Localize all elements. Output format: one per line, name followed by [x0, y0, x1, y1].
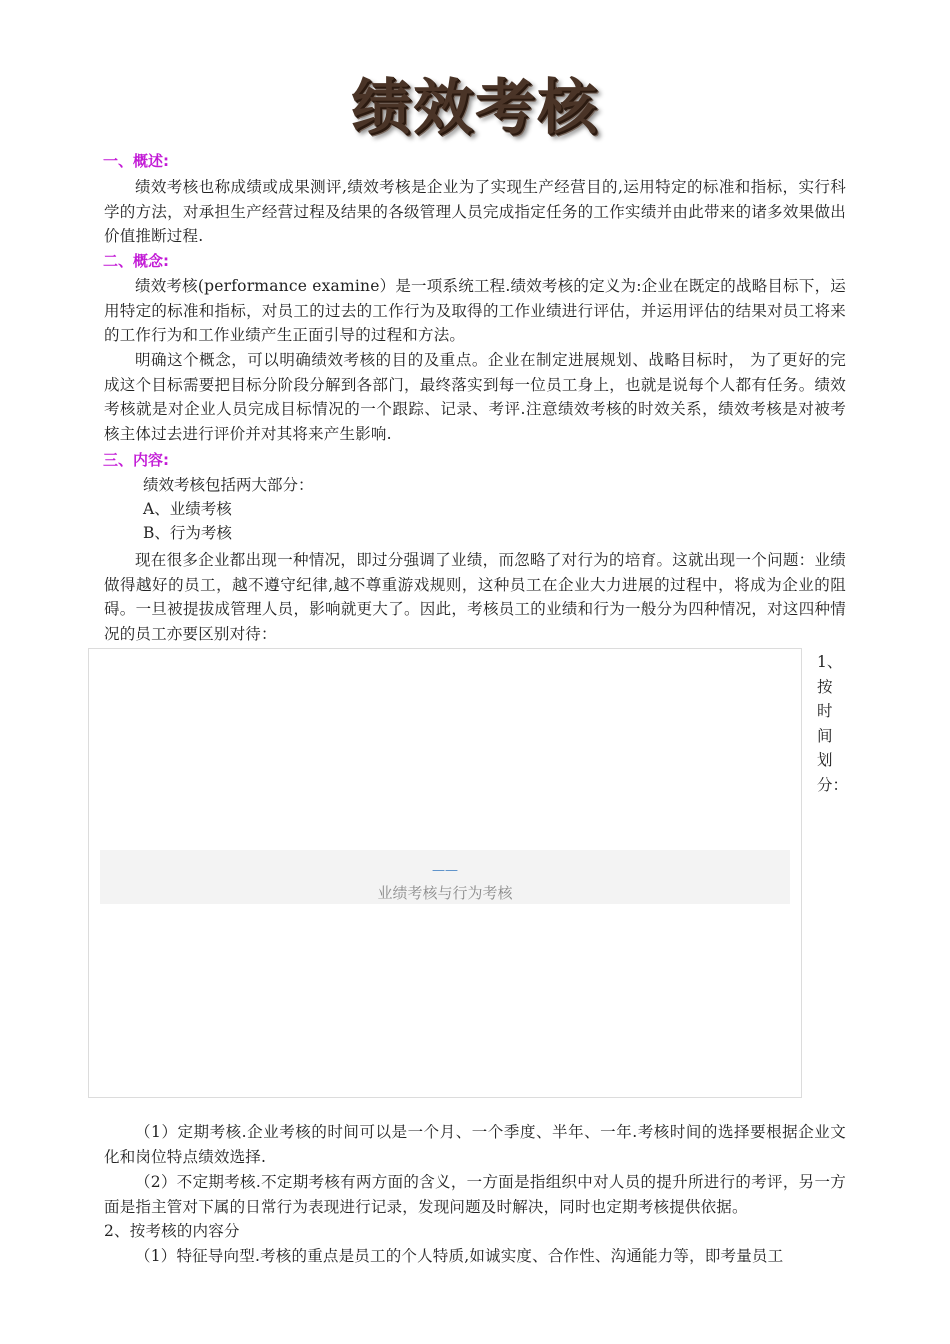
content-paragraph: 现在很多企业都出现一种情况，即过分强调了业绩，而忽略了对行为的培育。这就出现一个问题：业绩做得越好的员工，越不遵守纪律,越不尊重游戏规则，这种员工在企业大力进展的过程中，将成为企业的阻碍。一旦被提拔成管理人员，影响就更大了。因此，考核员工的业绩和行为一般分为四种情况，对这四种情况的员工亦要区别对待：: [104, 551, 846, 643]
content-item-b: B、行为考核: [143, 524, 232, 542]
content-item-a: A、业绩考核: [143, 500, 232, 518]
section-heading-overview: 一、概述:: [103, 152, 169, 170]
content-intro: 绩效考核包括两大部分：: [143, 476, 314, 494]
page-title: 绩效考核: [351, 73, 599, 143]
concept-paragraph-2: 明确这个概念，可以明确绩效考核的目的及重点。企业在制定进展规划、战略目标时， 为了更好的完成这个目标需要把目标分阶段分解到各部门，最终落实到每一位员工身上，也就是说每个人都有任务。绩效考核就是对企业人员完成目标情况的一个跟踪、记录、考评.注意绩效考核的时效关系，绩效考核是对被考核主体过去进行评价并对其将来产生影响.: [104, 351, 846, 443]
figure-dash: ——: [432, 863, 458, 878]
section-heading-concept: 二、概念:: [103, 252, 169, 270]
figure-placeholder: [88, 648, 802, 1098]
figure-caption: 业绩考核与行为考核: [377, 884, 513, 902]
concept-paragraph-1: 绩效考核(performance examine）是一项系统工程.绩效考核的定义为:企业在既定的战略目标下，运用特定的标准和指标，对员工的过去的工作行为及取得的工作业绩进行评估，并运用评估的结果对员工将来的工作行为和工作业绩产生正面引导的过程和方法。: [104, 277, 846, 345]
by-content-heading: 2、按考核的内容分: [104, 1222, 240, 1240]
trait-oriented-paragraph: （1）特征导向型.考核的重点是员工的个人特质,如诚实度、合作性、沟通能力等，即考量员工: [135, 1247, 784, 1265]
periodic-assessment-paragraph: （1）定期考核.企业考核的时间可以是一个月、一个季度、半年、一年.考核时间的选择要根据企业文化和岗位特点绩效选择.: [104, 1123, 846, 1166]
section-heading-content: 三、内容:: [103, 451, 169, 469]
irregular-assessment-paragraph: （2）不定期考核.不定期考核有两方面的含义，一方面是指组织中对人员的提升所进行的考评，另一方面是指主管对下属的日常行为表现进行记录，发现问题及时解决，同时也定期考核提供依据。: [104, 1173, 846, 1216]
figure-caption-band: [100, 850, 790, 904]
overview-paragraph: 绩效考核也称成绩或成果测评,绩效考核是企业为了实现生产经营目的,运用特定的标准和指标，实行科学的方法，对承担生产经营过程及结果的各级管理人员完成指定任务的工作实绩并由此带来的诸多效果做出价值推断过程.: [104, 178, 846, 246]
side-heading-by-time: 1、按时间划分：: [817, 653, 849, 794]
